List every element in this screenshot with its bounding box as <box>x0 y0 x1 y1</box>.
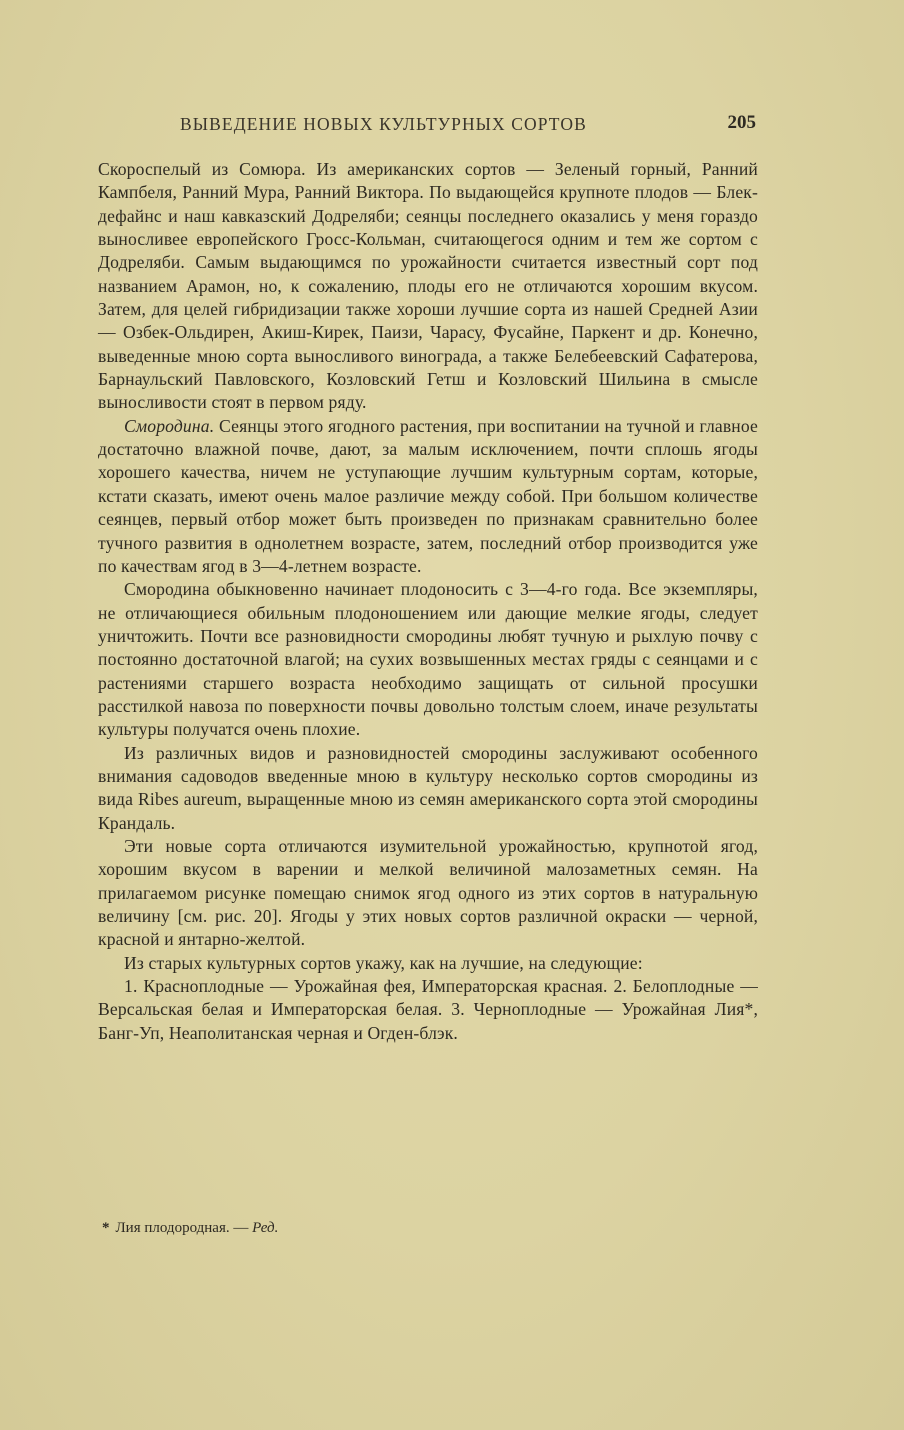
paragraph-ribes-aureum: Из различных видов и разновидностей смородины заслуживают особенного внимания садоводов введенные мною в культуру несколько сортов смородины из вида Ribes aureum, выращенные мною из семян американского сорта этой смородины Крандаль. <box>98 742 758 833</box>
paragraph-old-varieties-lead: Из старых культурных сортов укажу, как на лучшие, на следующие: <box>124 952 643 973</box>
paragraph-grapes-continued: Скороспелый из Сомюра. Из американских сортов — Зеленый горный, Ранний Кампбеля, Ранний Мура, Ранний Виктора. По выдающейся крупноте плодов — Блек-дефайнс и наш кавказский Додреляби; сеянцы последнего оказались у меня гораздо выносливее европейского Гросс-Кольман, считающегося одним и тем же сортом с Додреляби. Самым выдающимся по урожайности считается известный сорт под названием Арамон, но, к сожалению, плоды его не отличаются хорошим вкусом. Затем, для целей гибридизации также хороши лучшие сорта из нашей Средней Азии — Озбек-Ольдирен, Акиш-Кирек, Паизи, Чарасу, Фусайне, Паркент и др. Конечно, выведенные мною сорта выносливого винограда, а также Белебеевский Сафатерова, Барнаульский Павловского, Козловский Гетш и Козловский Шильина в смысле выносливости стоят в первом ряду. <box>98 159 758 413</box>
paragraph-new-varieties: Эти новые сорта отличаются изумительной урожайностью, крупнотой ягод, хорошим вкусом в варении и мелкой величиной малозаметных семян. На прилагаемом рисунке помещаю снимок ягод одного из этих сортов в натуральную величину [см. рис. 20]. Ягоды у этих новых сортов различной окраски — черной, красной и янтарно-желтой. <box>98 835 758 950</box>
running-title: ВЫВЕДЕНИЕ НОВЫХ КУЛЬТУРНЫХ СОРТОВ <box>180 114 587 134</box>
footnote-marker: * <box>102 1220 110 1236</box>
paragraph-variety-list: 1. Красноплодные — Урожайная фея, Императорская красная. 2. Белоплодные — Версальская белая и Императорская белая. 3. Черноплодные — Урожайная Лия*, Банг-Уп, Неаполитанская черная и Огден-блэк. <box>98 976 758 1043</box>
section-term-currant: Смородина. <box>124 415 215 436</box>
footnote-editor-note: Ред. <box>252 1220 279 1236</box>
paragraph-currant-intro <box>98 415 758 578</box>
paragraph-currant-intro-text: Сеянцы этого ягодного растения, при воспитании на тучной и главное достаточно влажной почве, дают, за малым исключением, почти сплошь ягоды хорошего качества, ничем не уступающие лучшим культурным сортам, которые, кстати сказать, имеют очень малое различие между собой. При большом количестве сеянцев, первый отбор может быть произведен по признакам сравнительно более тучного развития в однолетнем возрасте, затем, последний отбор производится уже по качествам ягод в 3—4-летнем возрасте. <box>98 415 758 576</box>
body-text <box>98 158 758 1045</box>
page-number: 205 <box>727 112 756 133</box>
paragraph-currant-fruiting: Смородина обыкновенно начинает плодоносить с 3—4-го года. Все экземпляры, не отличающиеся обильным плодоношением или дающие мелкие ягоды, следует уничтожить. Почти все разновидности смородины любят тучную и рыхлую почву с постоянно достаточной влагой; на сухих возвышенных местах гряды с сеянцами и с растениями старшего возраста необходимо защищать от сильной просушки расстилкой навоза по поверхности почвы довольно толстым слоем, иначе результаты культуры получатся очень плохие. <box>98 579 758 740</box>
footnote <box>98 1220 758 1237</box>
footnote-text: Лия плодородная. — <box>115 1220 253 1236</box>
running-head <box>98 114 760 142</box>
